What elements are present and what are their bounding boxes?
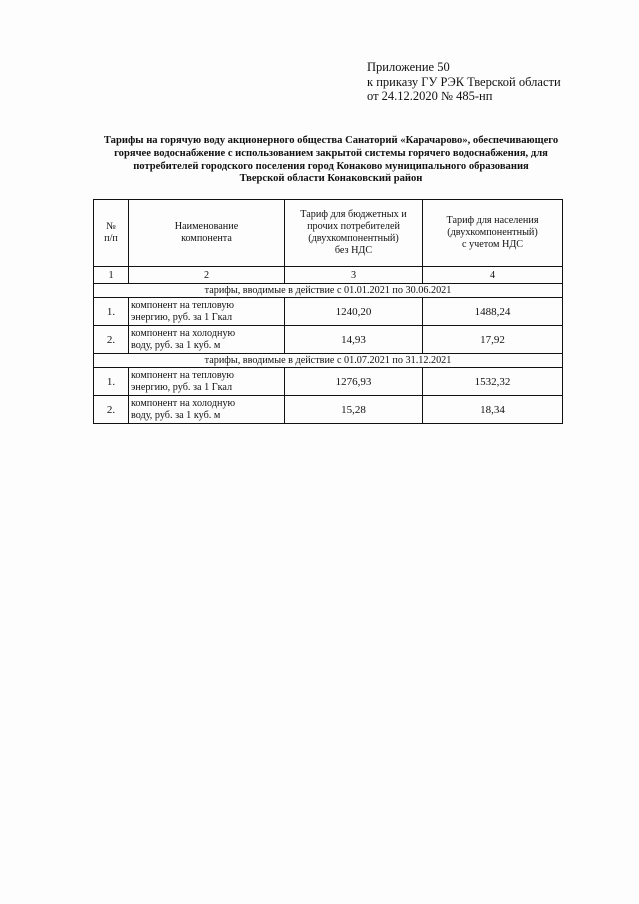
header-name: Наименование компонента [129,200,285,267]
header-population: Тариф для населения (двухкомпонентный) с учетом НДС [423,200,563,267]
population-tariff: 1488,24 [423,298,563,326]
annex-order-ref: к приказу ГУ РЭК Тверской области [367,74,561,89]
title-line-4: Тверской области Конаковский район [239,173,423,185]
population-tariff: 18,34 [423,396,563,424]
header-num: № п/п [94,200,129,267]
table-row [94,298,563,326]
budget-tariff: 1276,93 [285,368,423,396]
period-label: тарифы, вводимые в действие с 01.01.2021 по 30.06.2021 [94,284,563,298]
component-name: компонент на тепловую энергию, руб. за 1 Гкал [129,298,285,326]
population-tariff: 17,92 [423,326,563,354]
table-row [94,368,563,396]
period-label: тарифы, вводимые в действие с 01.07.2021 по 31.12.2021 [94,354,563,368]
title-line-1: Тарифы на горячую воду акционерного общества Санаторий «Карачарово», обеспечивающего [103,135,559,146]
period-row [94,284,563,298]
table-row [94,326,563,354]
budget-tariff: 1240,20 [285,298,423,326]
component-name: компонент на холодную воду, руб. за 1 куб. м [129,326,285,354]
document-title [70,135,592,186]
header-budget: Тариф для бюджетных и прочих потребителей (двухкомпонентный) без НДС [285,200,423,267]
budget-tariff: 15,28 [285,396,423,424]
column-number: 2 [129,267,285,284]
period-row [94,354,563,368]
column-number: 3 [285,267,423,284]
table-header-row [94,200,563,267]
population-tariff: 1532,32 [423,368,563,396]
row-number: 2. [94,396,129,424]
column-number: 4 [423,267,563,284]
row-number: 1. [94,368,129,396]
tariff-table [93,199,563,424]
row-number: 2. [94,326,129,354]
component-name: компонент на холодную воду, руб. за 1 куб. м [129,396,285,424]
title-line-2: горячее водоснабжение с использованием закрытой системы горячего водоснабжения, для [114,147,548,159]
component-name: компонент на тепловую энергию, руб. за 1 Гкал [129,368,285,396]
table-row [94,396,563,424]
budget-tariff: 14,93 [285,326,423,354]
title-line-3: потребителей городского поселения город Конаково муниципального образования [133,160,529,172]
column-number: 1 [94,267,129,284]
annex-order-date: от 24.12.2020 № 485-нп [367,89,493,103]
column-number-row [94,267,563,284]
annex-header [367,60,561,104]
annex-number: Приложение 50 [367,60,450,74]
row-number: 1. [94,298,129,326]
